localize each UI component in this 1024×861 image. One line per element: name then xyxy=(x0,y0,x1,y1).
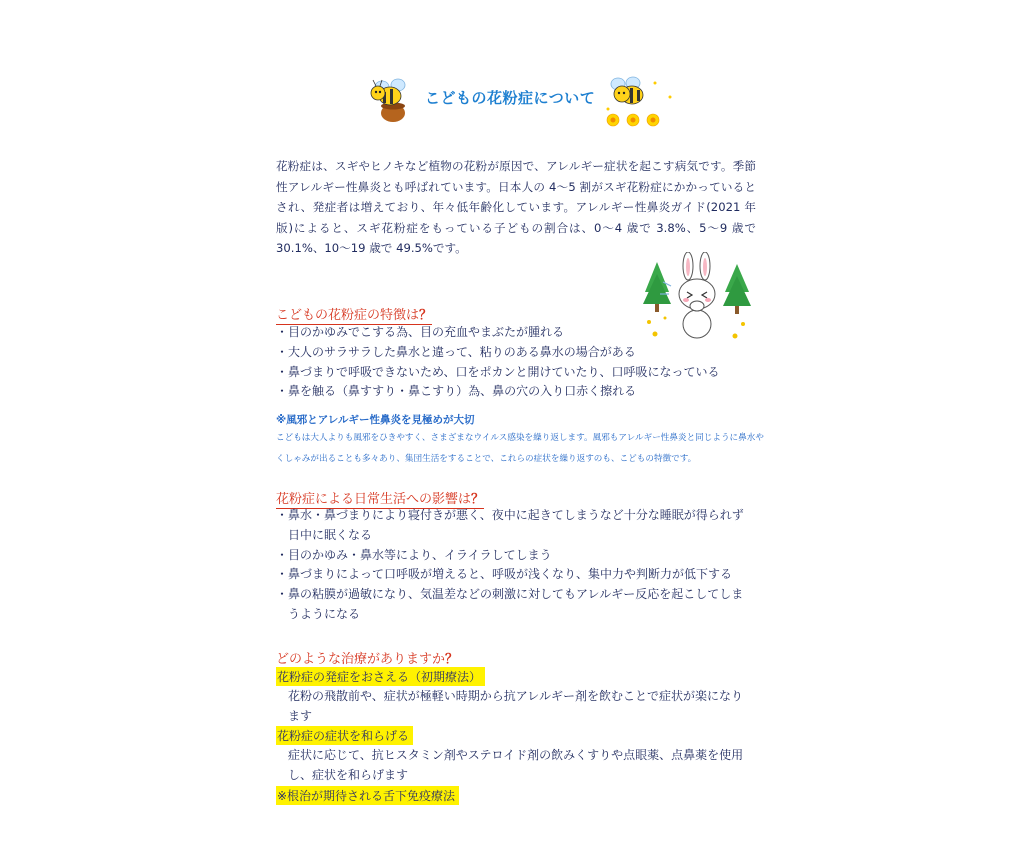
symptom-relief-text: 症状に応じて、抗ヒスタミン剤やステロイド剤の飲みくすりや点眼薬、点鼻薬を使用し、症状を和らげます xyxy=(288,748,744,782)
features-question-mark: ？ xyxy=(419,308,433,323)
list-item: ・鼻づまりによって口呼吸が増えると、呼吸が浅くなり、集中力や判断力が低下する xyxy=(276,567,733,582)
daily-life-question-mark: ？ xyxy=(471,492,485,507)
list-item: ・鼻を触る（鼻すすり・鼻こすり）為、鼻の穴の入り口赤く擦れる xyxy=(276,384,637,399)
list-item: ・目のかゆみでこする為、目の充血やまぶたが腫れる xyxy=(276,325,565,339)
symptom-relief-title: 花粉症の症状を和らげる xyxy=(276,726,413,745)
list-item: ・鼻水・鼻づまりにより寝付きが悪く、夜中に起きてしまうなど十分な睡眠が得られず日中に眠くなる xyxy=(276,508,744,542)
list-item: ・鼻の粘膜が過敏になり、気温差などの刺激に対してもアレルギー反応を起こしてしまうようになる xyxy=(276,587,744,621)
initial-therapy-title: 花粉症の発症をおさえる（初期療法） xyxy=(276,667,485,686)
sublingual-immunotherapy-title: ※根治が期待される舌下免疫療法 xyxy=(276,786,459,805)
daily-life-heading-text: 花粉症による日常生活への影響は xyxy=(276,492,472,507)
features-list xyxy=(276,323,756,402)
treatment-question-mark: ？ xyxy=(445,652,459,667)
intro-paragraph xyxy=(276,156,756,259)
list-item: ・鼻づまりで呼吸できないため、口をポカンと開けていたり、口呼吸になっている xyxy=(276,364,720,379)
cold-vs-allergy-note-title: ※風邪とアレルギー性鼻炎を見極めが大切 xyxy=(276,414,475,426)
bee-flowers-icon xyxy=(600,73,682,131)
cold-vs-allergy-note-body: こどもは大人よりも風邪をひきやすく、さまざまなウイルス感染を繰り返します。風邪もアレルギー性鼻炎と同じように鼻水やくしゃみが出ることも多々あり、集団生活をすることで、これらの症状を繰り返すのも、こどもの特徴です。 xyxy=(276,433,764,464)
treatment-heading xyxy=(276,648,458,669)
list-item: ・大人のサラサラした鼻水と違って、粘りのある鼻水の場合がある xyxy=(276,344,636,359)
intro-text: 花粉症は、スギやヒノキなど植物の花粉が原因で、アレルギー症状を起こす病気です。季節性アレルギー性鼻炎とも呼ばれています。日本人の 4～5 割がスギ花粉症にかかっているとされ、発症者は増えており、年々低年齢化しています。アレルギー性鼻炎ガイド(2021 年版)によると、スギ花粉症をもっている子どもの割合は、0～4 歳で 3.8%、5～9 歳で 30.1%、10～19 歳で 49.5%です。 xyxy=(276,159,756,255)
initial-therapy-text: 花粉の飛散前や、症状が極軽い時期から抗アレルギー剤を飲むことで症状が楽になります xyxy=(288,689,743,723)
treatment-heading-text: どのような治療がありますか xyxy=(276,652,446,667)
features-heading xyxy=(276,304,432,325)
list-item: ・目のかゆみ・鼻水等により、イライラしてしまう xyxy=(276,547,552,562)
daily-life-list xyxy=(276,506,751,625)
page-title: こどもの花粉症について xyxy=(425,89,596,107)
bee-honey-pot-icon xyxy=(368,73,416,123)
features-heading-text: こどもの花粉症の特徴は xyxy=(276,308,420,323)
